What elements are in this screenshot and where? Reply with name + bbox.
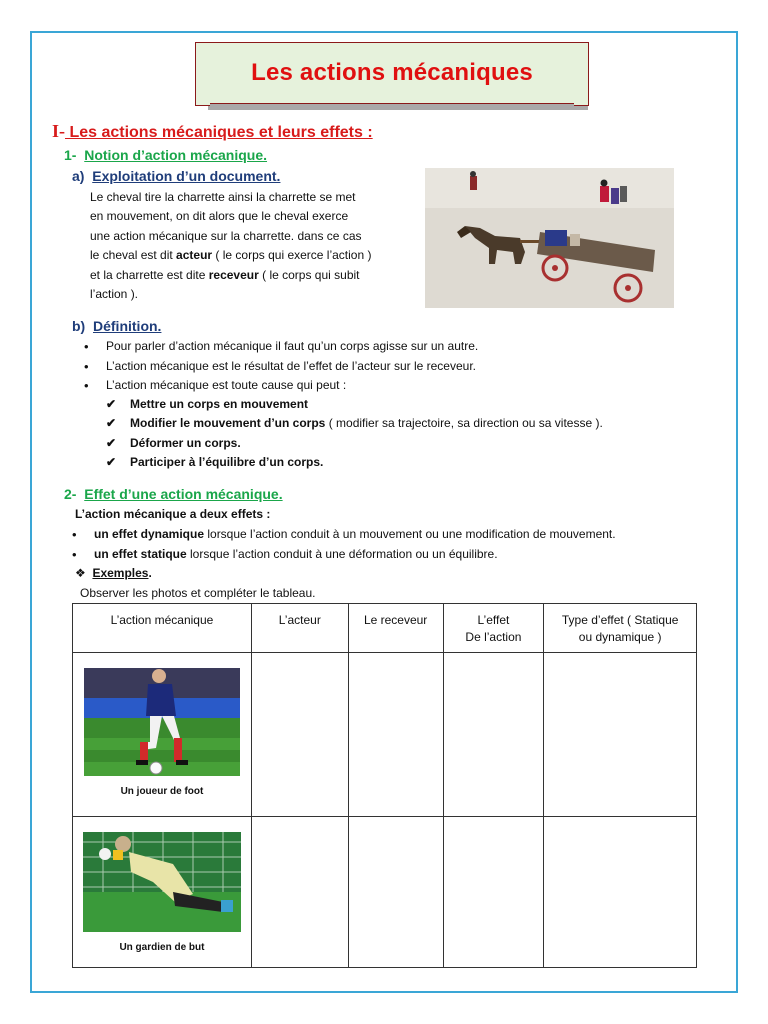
table-header-row	[73, 604, 697, 653]
list-item: ✔ Mettre un corps en mouvement	[106, 395, 603, 414]
checkmark-icon: ✔	[106, 397, 117, 411]
definition-list	[80, 337, 478, 396]
page-title: Les actions mécaniques	[251, 59, 533, 86]
list-item: • un effet dynamique lorsque l’action conduit à un mouvement ou une modification de mouvement.	[68, 525, 616, 545]
checkmark-icon: ✔	[106, 435, 117, 450]
checkmark-icon: ✔	[106, 416, 117, 431]
table-cell[interactable]	[544, 817, 697, 968]
table-row	[73, 817, 697, 968]
effects-list	[68, 525, 616, 564]
list-item: ✔ Déformer un corps.	[106, 434, 603, 453]
table-cell[interactable]	[544, 653, 697, 817]
diamond-bullet-icon: ❖	[75, 566, 86, 580]
list-item: • L’action mécanique est le résultat de l’effet de l’acteur sur le receveur.	[80, 357, 478, 377]
subsection-heading-1b: b) Définition.	[72, 318, 162, 334]
subsection-heading-2: 2- Effet d’une action mécanique.	[64, 486, 283, 502]
table-cell[interactable]	[348, 653, 443, 817]
photo-caption: Un gardien de but	[119, 942, 205, 953]
football-player-photo	[84, 668, 240, 776]
photo-caption: Un joueur de foot	[120, 786, 204, 797]
table-cell[interactable]	[251, 817, 348, 968]
list-item: • un effet statique lorsque l’action conduit à une déformation ou un équilibre.	[68, 545, 616, 565]
column-header: Type d’effet ( Statique ou dynamique )	[544, 604, 697, 653]
table-row	[73, 653, 697, 817]
horse-cart-photo	[425, 168, 674, 308]
effects-intro: L’action mécanique a deux effets :	[75, 507, 271, 521]
list-item: ✔ Participer à l’équilibre d’un corps.	[106, 453, 603, 472]
table-cell[interactable]	[251, 653, 348, 817]
list-item: • Pour parler d’action mécanique il faut qu’un corps agisse sur un autre.	[80, 337, 478, 357]
table-cell[interactable]	[443, 817, 544, 968]
checkmark-icon: ✔	[106, 455, 117, 470]
column-header: L’effet De l’action	[443, 604, 544, 653]
table-cell[interactable]	[443, 653, 544, 817]
document-paragraph: Le cheval tire la charrette ainsi la charrette se met en mouvement, on dit alors que le cheval exerce une action mécanique sur la charrette. dans ce cas le cheval est dit acteur ( le corps qui exerce l’action ) et la charrette est dite receveur ( le corps qui subit l’action ).	[90, 190, 372, 302]
subsection-heading-1a: a) Exploitation d’un document.	[72, 168, 281, 184]
list-item: • L’action mécanique est toute cause qui peut :	[80, 376, 478, 396]
column-header: L’action mécanique	[73, 604, 252, 653]
checklist	[106, 395, 603, 473]
goalkeeper-photo	[83, 832, 241, 932]
section-heading-1: I- Les actions mécaniques et leurs effets :	[52, 121, 373, 141]
instruction-text: Observer les photos et compléter le tableau.	[80, 586, 316, 600]
table-cell[interactable]	[348, 817, 443, 968]
list-item: ✔ Modifier le mouvement d’un corps ( modifier sa trajectoire, sa direction ou sa vitesse ).	[106, 414, 603, 433]
subsection-heading-1: 1- Notion d’action mécanique.	[64, 147, 268, 163]
examples-heading: ❖ Exemples.	[75, 566, 152, 580]
column-header: L’acteur	[251, 604, 348, 653]
title-banner	[202, 42, 588, 110]
column-header: Le receveur	[348, 604, 443, 653]
examples-table	[72, 603, 697, 968]
